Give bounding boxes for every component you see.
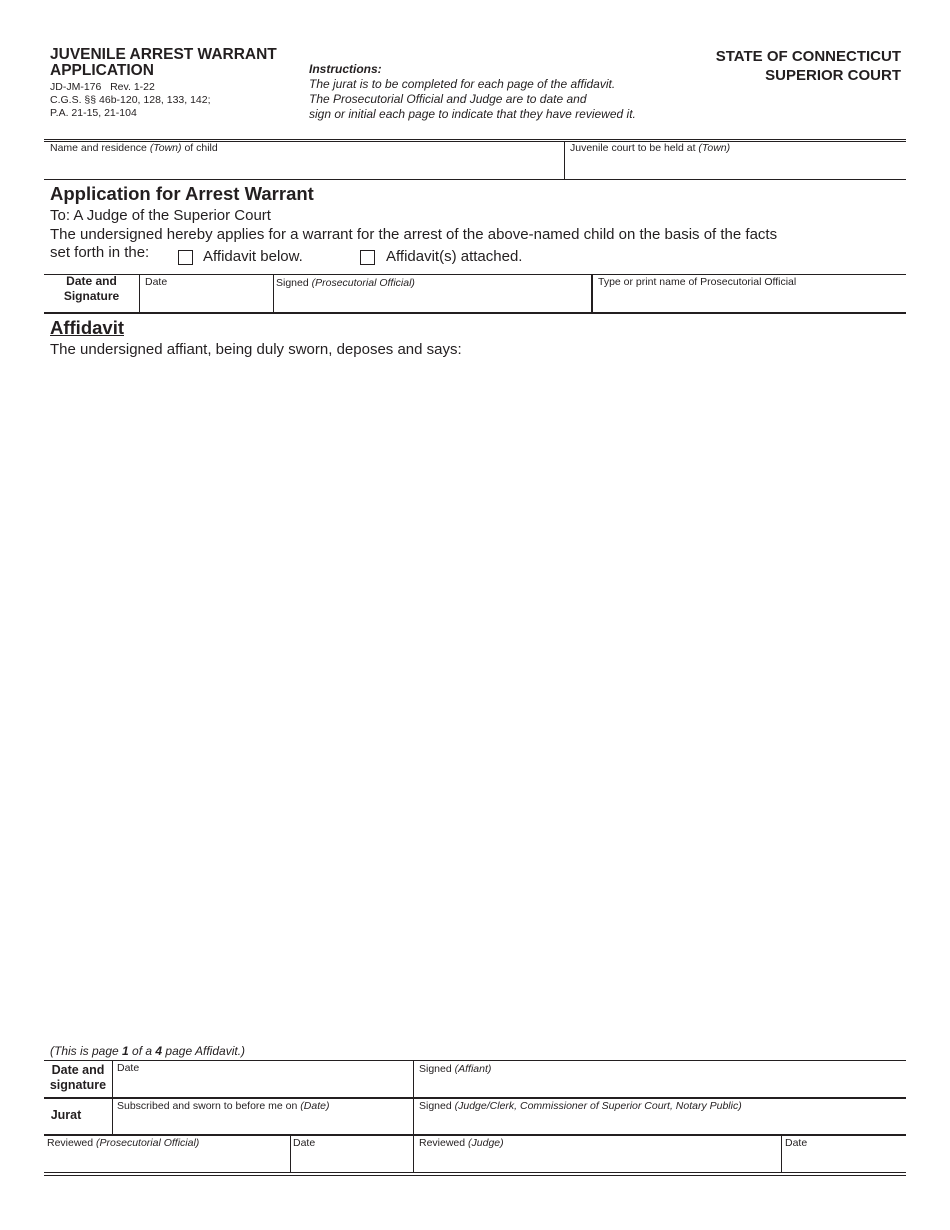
affidavit-attached-label: Affidavit(s) attached. — [386, 248, 523, 265]
prosecutor-signature-field[interactable] — [275, 289, 590, 311]
prosecutor-print-name-field[interactable] — [594, 288, 904, 311]
affiant-signature-field[interactable] — [415, 1075, 904, 1096]
prosecutor-date-label: Date — [145, 276, 168, 288]
reviewed-prosecutor-label: Reviewed (Prosecutorial Official) — [47, 1137, 200, 1149]
reviewed-divider-1 — [290, 1135, 291, 1173]
reviewed-prosecutor-field[interactable] — [46, 1149, 289, 1171]
affidavit-below-label: Affidavit below. — [203, 248, 303, 265]
affiant-row-label: Date and signature — [49, 1063, 107, 1092]
statutes: C.G.S. §§ 46b-120, 128, 133, 142; — [50, 94, 211, 106]
prosecutor-signed-label: Signed (Prosecutorial Official) — [276, 277, 415, 289]
footer-rule-2 — [44, 1175, 906, 1176]
form-title-line1: JUVENILE ARREST WARRANT — [50, 46, 277, 63]
application-body-line2: set forth in the: — [50, 244, 150, 261]
jurat-divider-2 — [413, 1060, 414, 1173]
page-count-note: (This is page 1 of a 4 page Affidavit.) — [50, 1044, 246, 1058]
reviewed-judge-date-field[interactable] — [783, 1149, 904, 1171]
footer-rule-1 — [44, 1172, 906, 1173]
juvenile-court-field[interactable] — [566, 156, 904, 178]
form-title-line2: APPLICATION — [50, 62, 154, 79]
to-judge-line: To: A Judge of the Superior Court — [50, 207, 271, 224]
affiant-signed-label: Signed (Affiant) — [419, 1063, 492, 1075]
form-title — [50, 47, 277, 79]
reviewed-divider-2 — [781, 1135, 782, 1173]
affidavit-body-field[interactable] — [50, 366, 904, 1036]
instructions-line1: The jurat is to be completed for each page of the affidavit. — [309, 77, 616, 91]
sig-row-label: Date and Signature — [63, 274, 120, 303]
jurat-top-rule — [44, 1060, 906, 1061]
jurat-signed-label: Signed (Judge/Clerk, Commissioner of Superior Court, Notary Public) — [419, 1100, 742, 1112]
sig-row-divider-1 — [139, 274, 140, 313]
page-number: 1 — [122, 1044, 129, 1058]
child-name-label: Name and residence (Town) of child — [50, 142, 218, 154]
instructions-line3: sign or initial each page to indicate that they have reviewed it. — [309, 107, 636, 121]
sig-row-top-rule — [44, 274, 906, 275]
page-total: 4 — [155, 1044, 163, 1058]
court-header — [716, 47, 901, 85]
form-meta — [50, 81, 211, 120]
form-number: JD-JM-176 Rev. 1-22 — [50, 81, 155, 93]
reviewed-judge-label: Reviewed (Judge) — [419, 1137, 504, 1149]
affidavit-attached-checkbox[interactable] — [360, 250, 375, 265]
top-fields-bottom-rule — [44, 179, 906, 180]
affiant-date-field[interactable] — [114, 1074, 412, 1096]
sig-row-divider-3 — [591, 274, 593, 313]
application-heading: Application for Arrest Warrant — [50, 183, 314, 204]
instructions-label: Instructions: — [309, 62, 382, 76]
jurat-bottom-rule — [44, 1134, 906, 1136]
sig-row-bottom-rule — [44, 312, 906, 314]
reviewed-judge-date-label: Date — [785, 1137, 808, 1149]
jurat-signature-field[interactable] — [415, 1112, 904, 1133]
affiant-date-label: Date — [117, 1062, 140, 1074]
affidavit-below-checkbox[interactable] — [178, 250, 193, 265]
reviewed-prosecutor-date-label: Date — [293, 1137, 316, 1149]
public-acts: P.A. 21-15, 21-104 — [50, 107, 137, 119]
prosecutor-date-field[interactable] — [141, 288, 272, 311]
child-name-field[interactable] — [46, 156, 562, 178]
sworn-date-label: Subscribed and sworn to before me on (Date) — [117, 1100, 330, 1112]
court-name: SUPERIOR COURT — [765, 67, 901, 84]
sig-row-divider-2 — [273, 274, 274, 313]
reviewed-judge-field[interactable] — [415, 1149, 780, 1171]
prosecutor-print-name-label: Type or print name of Prosecutorial Official — [598, 276, 797, 288]
instructions — [309, 62, 636, 122]
top-fields-divider — [564, 141, 565, 179]
jurat-mid-rule — [44, 1097, 906, 1099]
affidavit-intro: The undersigned affiant, being duly sworn, deposes and says: — [50, 341, 462, 358]
jurat-row-label: Jurat — [50, 1108, 82, 1122]
state-name: STATE OF CONNECTICUT — [715, 48, 901, 65]
sworn-date-field[interactable] — [114, 1112, 412, 1133]
application-body-line1: The undersigned hereby applies for a warrant for the arrest of the above-named child on the basis of the facts — [50, 226, 778, 243]
reviewed-prosecutor-date-field[interactable] — [292, 1149, 412, 1171]
jurat-divider-1 — [112, 1060, 113, 1135]
instructions-line2: The Prosecutorial Official and Judge are to date and — [309, 92, 587, 106]
juvenile-court-label: Juvenile court to be held at (Town) — [570, 142, 731, 154]
affidavit-heading: Affidavit — [50, 317, 124, 338]
